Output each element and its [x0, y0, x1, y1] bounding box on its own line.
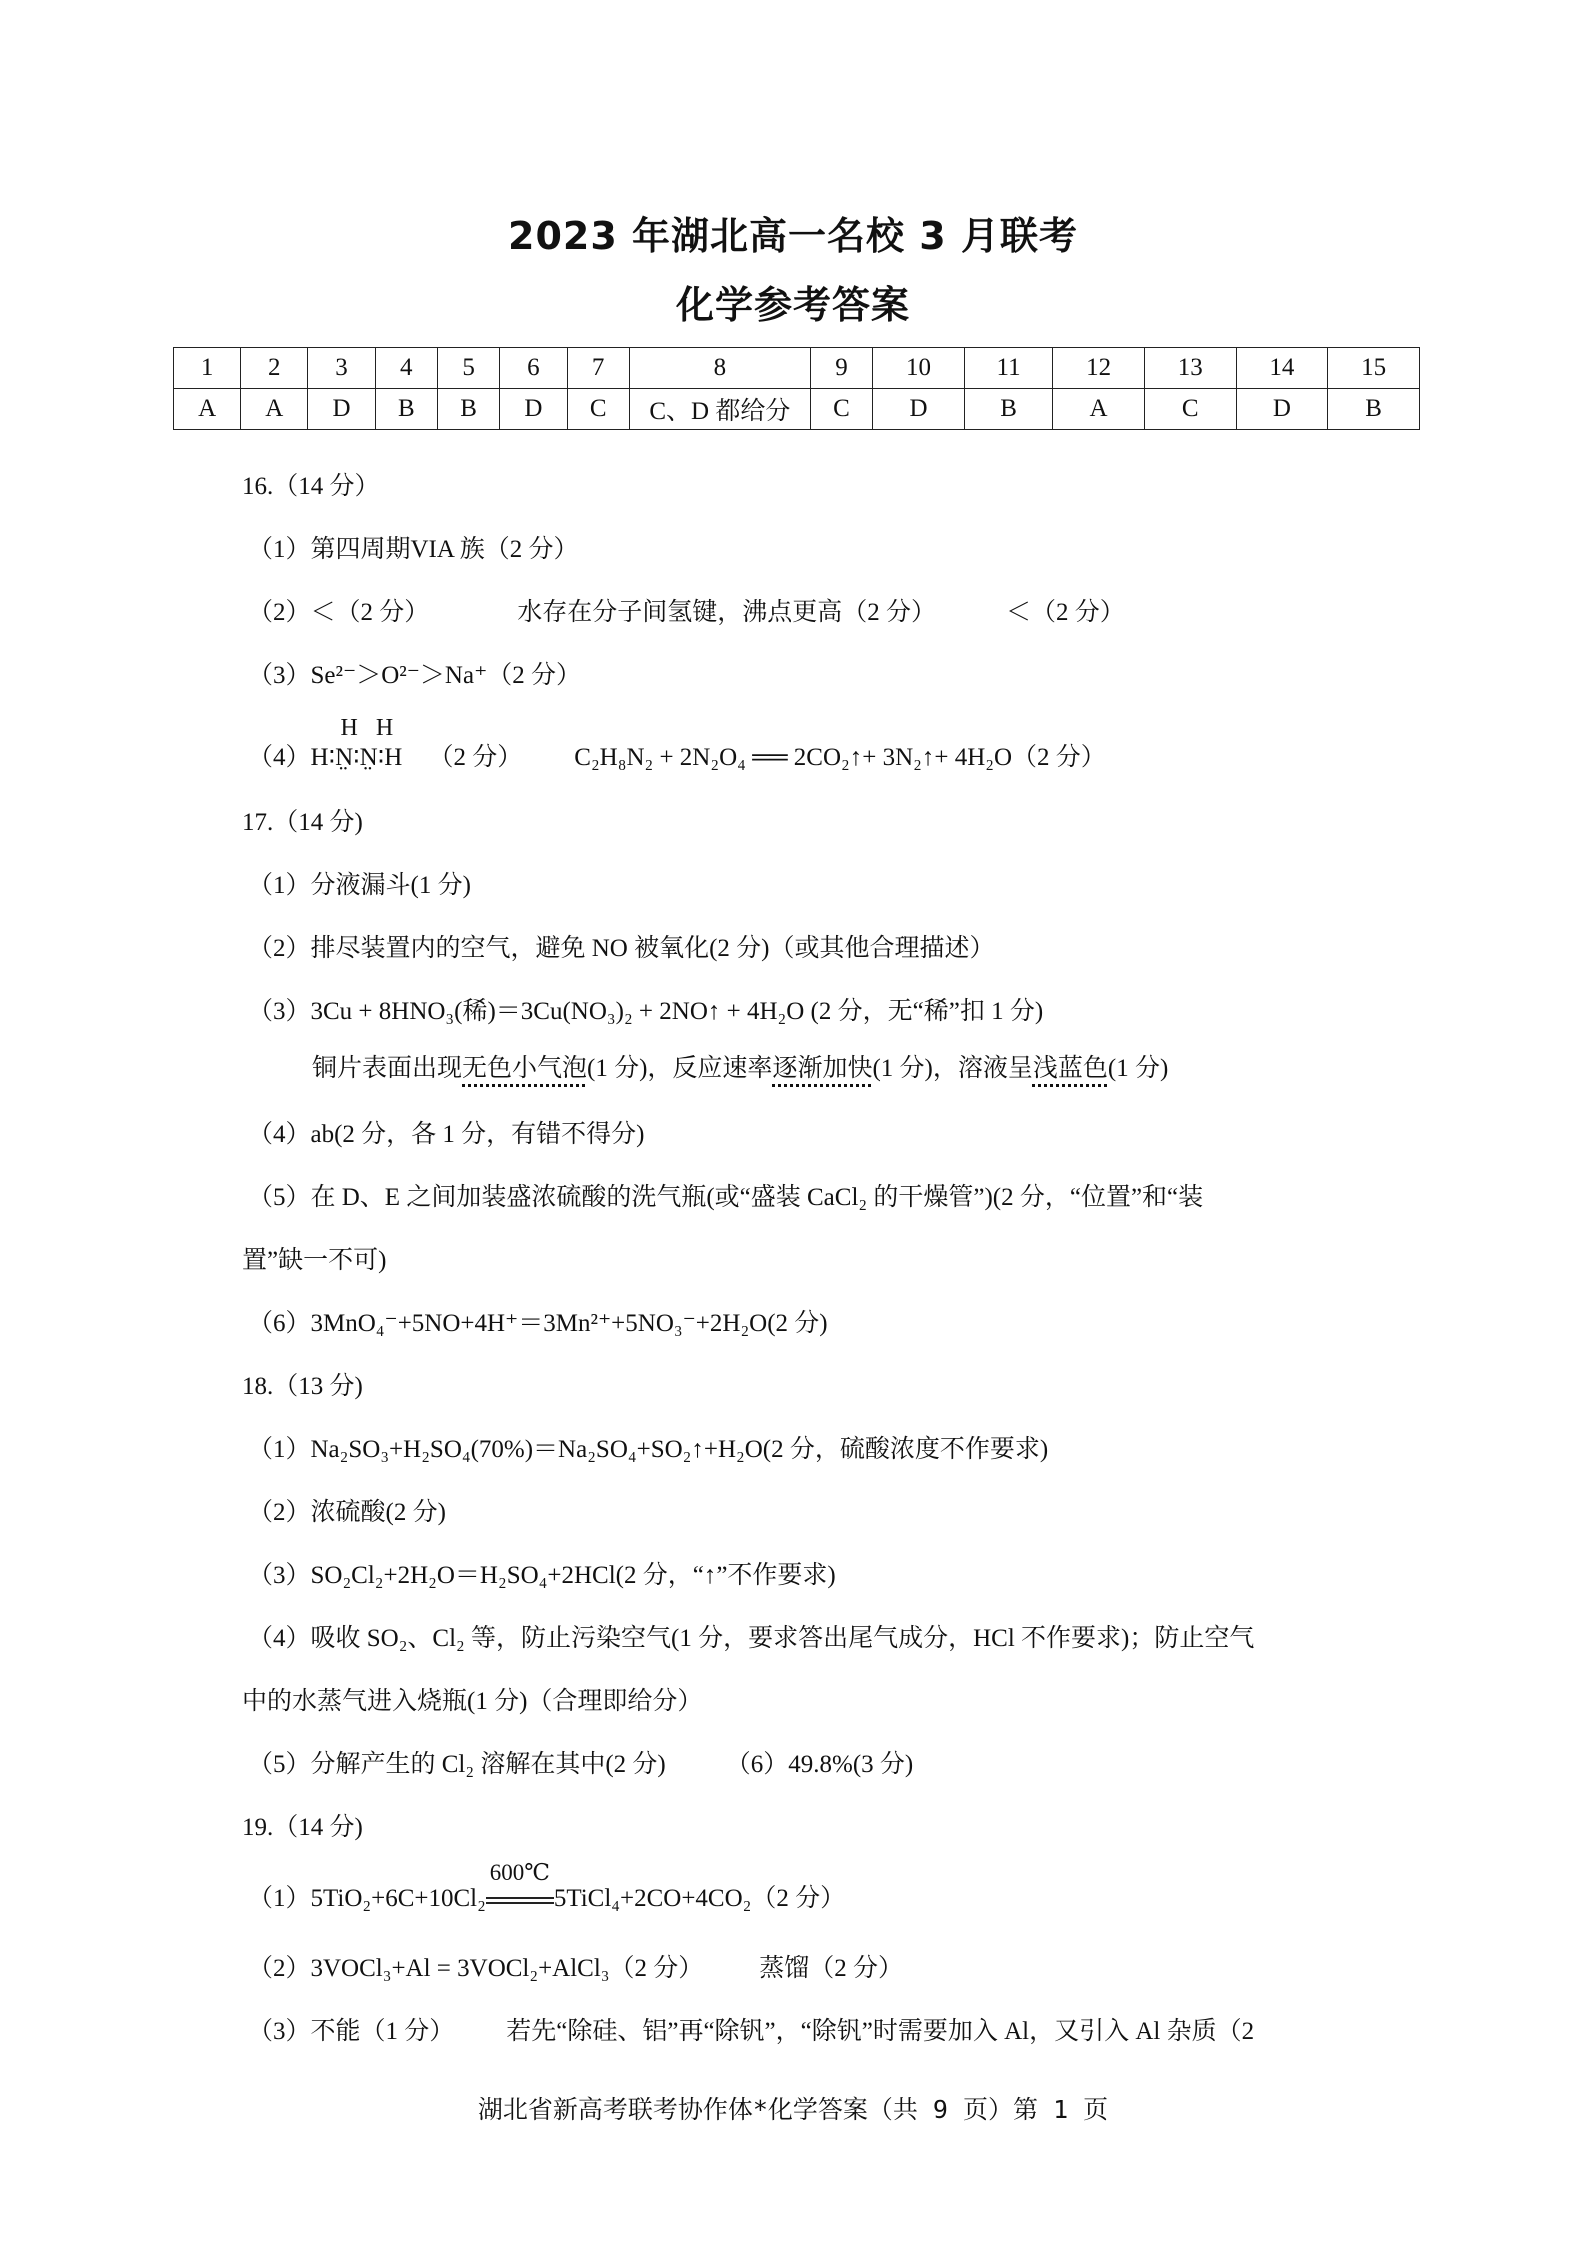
- answer-cell: A: [241, 389, 308, 430]
- question-number: 12: [1053, 348, 1145, 389]
- reaction-condition-arrow: [486, 1860, 554, 1916]
- page-subtitle: 化学参考答案: [675, 283, 910, 327]
- answer-cell: D: [308, 389, 375, 430]
- question-number: 10: [873, 348, 965, 389]
- question-number: 3: [308, 348, 375, 389]
- question-number: 2: [241, 348, 308, 389]
- question-number: 1: [174, 348, 241, 389]
- answer-cell: B: [375, 389, 437, 430]
- question-number: 15: [1328, 348, 1420, 389]
- q18-part3: （3）SO₂Cl₂+2H₂O＝H₂SO₄+2HCl(2 分，“↑”不作要求): [248, 1562, 836, 1589]
- q19-part3-a: （3）不能（1 分）: [248, 2018, 455, 2045]
- answer-cell: C: [567, 389, 629, 430]
- question-number: 6: [500, 348, 567, 389]
- q16-part4: [248, 715, 1106, 775]
- question-number: 7: [567, 348, 629, 389]
- answer-cell: B: [964, 389, 1052, 430]
- q18-part5: （5）分解产生的 Cl₂ 溶解在其中(2 分): [248, 1751, 666, 1778]
- q16-part3: （3）Se²⁻＞O²⁻＞Na⁺（2 分）: [248, 662, 582, 689]
- emphasized-text: 逐渐加快: [772, 1055, 873, 1082]
- question-number: 14: [1236, 348, 1328, 389]
- q19-heading: 19.（14 分): [242, 1814, 363, 1841]
- q16-part2-a: （2）＜（2 分）: [248, 599, 430, 626]
- answer-cell: A: [174, 389, 241, 430]
- question-number: 8: [629, 348, 810, 389]
- q19-part1: [248, 1860, 846, 1916]
- q19-part3-b: 若先“除硅、铝”再“除钒”，“除钒”时需要加入 Al，又引入 Al 杂质（2: [506, 2018, 1255, 2045]
- lewis-structure: H∶N̤∶N̤∶H: [310, 744, 403, 771]
- q19-part2-b: 蒸馏（2 分）: [759, 1955, 904, 1982]
- lewis-hydrogen-top: H H: [340, 715, 400, 741]
- observation-text: (1 分): [1107, 1055, 1169, 1082]
- q19-part3: [248, 2015, 1254, 2049]
- answer-cell: D: [873, 389, 965, 430]
- q18-part2: （2）浓硫酸(2 分): [248, 1499, 446, 1526]
- question-number: 11: [964, 348, 1052, 389]
- q17-heading: 17.（14 分): [242, 809, 363, 836]
- q17-part3-observation: [312, 1052, 1168, 1086]
- q18-part5-6: [248, 1748, 913, 1782]
- observation-text: (1 分)，反应速率: [587, 1055, 773, 1082]
- q18-part1: （1）Na₂SO₃+H₂SO₄(70%)＝Na₂SO₄+SO₂↑+H₂O(2 分，硫酸浓度不作要求): [248, 1436, 1049, 1463]
- answer-cell: D: [1236, 389, 1328, 430]
- answer-table-number-row: [174, 348, 1420, 389]
- q16-part2-c: ＜（2 分）: [1006, 599, 1125, 626]
- q18-part6: （6）49.8%(3 分): [725, 1751, 914, 1778]
- answer-cell: C、D 都给分: [629, 389, 810, 430]
- answer-cell: D: [500, 389, 567, 430]
- q16-part4-label: （4）: [248, 744, 311, 771]
- q17-part5: （5）在 D、E 之间加装盛浓硫酸的洗气瓶(或“盛装 CaCl₂ 的干燥管”)(2 分，“位置”和“装: [248, 1184, 1204, 1211]
- q17-part1: （1）分液漏斗(1 分): [248, 872, 471, 899]
- page-title: 2023 年湖北高一名校 3 月联考: [508, 214, 1078, 258]
- q16-part2-b: 水存在分子间氢键，沸点更高（2 分）: [517, 599, 937, 626]
- answer-cell: C: [1144, 389, 1236, 430]
- emphasized-text: 无色小气泡: [462, 1055, 588, 1082]
- answer-cell: C: [810, 389, 872, 430]
- q17-part6: （6）3MnO₄⁻+5NO+4H⁺＝3Mn²⁺+5NO₃⁻+2H₂O(2 分): [248, 1310, 828, 1337]
- question-number: 5: [437, 348, 499, 389]
- q16-part1: （1）第四周期VIA 族（2 分）: [248, 536, 579, 563]
- q16-heading: 16.（14 分）: [242, 473, 380, 500]
- question-number: 13: [1144, 348, 1236, 389]
- q17-part3: （3）3Cu + 8HNO₃(稀)＝3Cu(NO₃)₂ + 2NO↑ + 4H₂O (2 分，无“稀”扣 1 分): [248, 998, 1044, 1025]
- page-footer: 湖北省新高考联考协作体*化学答案（共 9 页）第 1 页: [477, 2095, 1109, 2124]
- q19-part1-products: 5TiCl₄+2CO+4CO₂（2 分）: [553, 1885, 846, 1912]
- reaction-condition: 600℃: [489, 1860, 550, 1885]
- q19-part1-reactants: （1）5TiO₂+6C+10Cl₂: [248, 1885, 486, 1912]
- q16-part2: [248, 596, 1125, 630]
- answer-cell: A: [1053, 389, 1145, 430]
- q17-part2: （2）排尽装置内的空气，避免 NO 被氧化(2 分)（或其他合理描述）: [248, 935, 995, 962]
- question-number: 4: [375, 348, 437, 389]
- question-number: 9: [810, 348, 872, 389]
- answer-table-answer-row: [174, 389, 1420, 430]
- q18-part4: （4）吸收 SO₂、Cl₂ 等，防止污染空气(1 分，要求答出尾气成分，HCl 不作要求)；防止空气: [248, 1625, 1255, 1652]
- answer-table: [173, 347, 1420, 430]
- q19-part2-a: （2）3VOCl₃+Al = 3VOCl₂+AlCl₃（2 分）: [248, 1955, 704, 1982]
- q16-part4-equation: C₂H₈N₂ + 2N₂O₄ ══ 2CO₂↑+ 3N₂↑+ 4H₂O（2 分）: [574, 744, 1106, 771]
- observation-text: (1 分)，溶液呈: [872, 1055, 1033, 1082]
- q18-heading: 18.（13 分): [242, 1373, 363, 1400]
- q17-part5-continued: 置”缺一不可): [242, 1247, 387, 1274]
- q17-part4: （4）ab(2 分，各 1 分，有错不得分): [248, 1121, 645, 1148]
- answer-cell: B: [437, 389, 499, 430]
- emphasized-text: 浅蓝色: [1032, 1055, 1108, 1082]
- q16-part4-score: （2 分）: [428, 744, 523, 771]
- q18-part4-continued: 中的水蒸气进入烧瓶(1 分)（合理即给分）: [242, 1688, 703, 1715]
- observation-text: 铜片表面出现: [312, 1055, 463, 1082]
- q19-part2: [248, 1952, 903, 1986]
- answer-cell: B: [1328, 389, 1420, 430]
